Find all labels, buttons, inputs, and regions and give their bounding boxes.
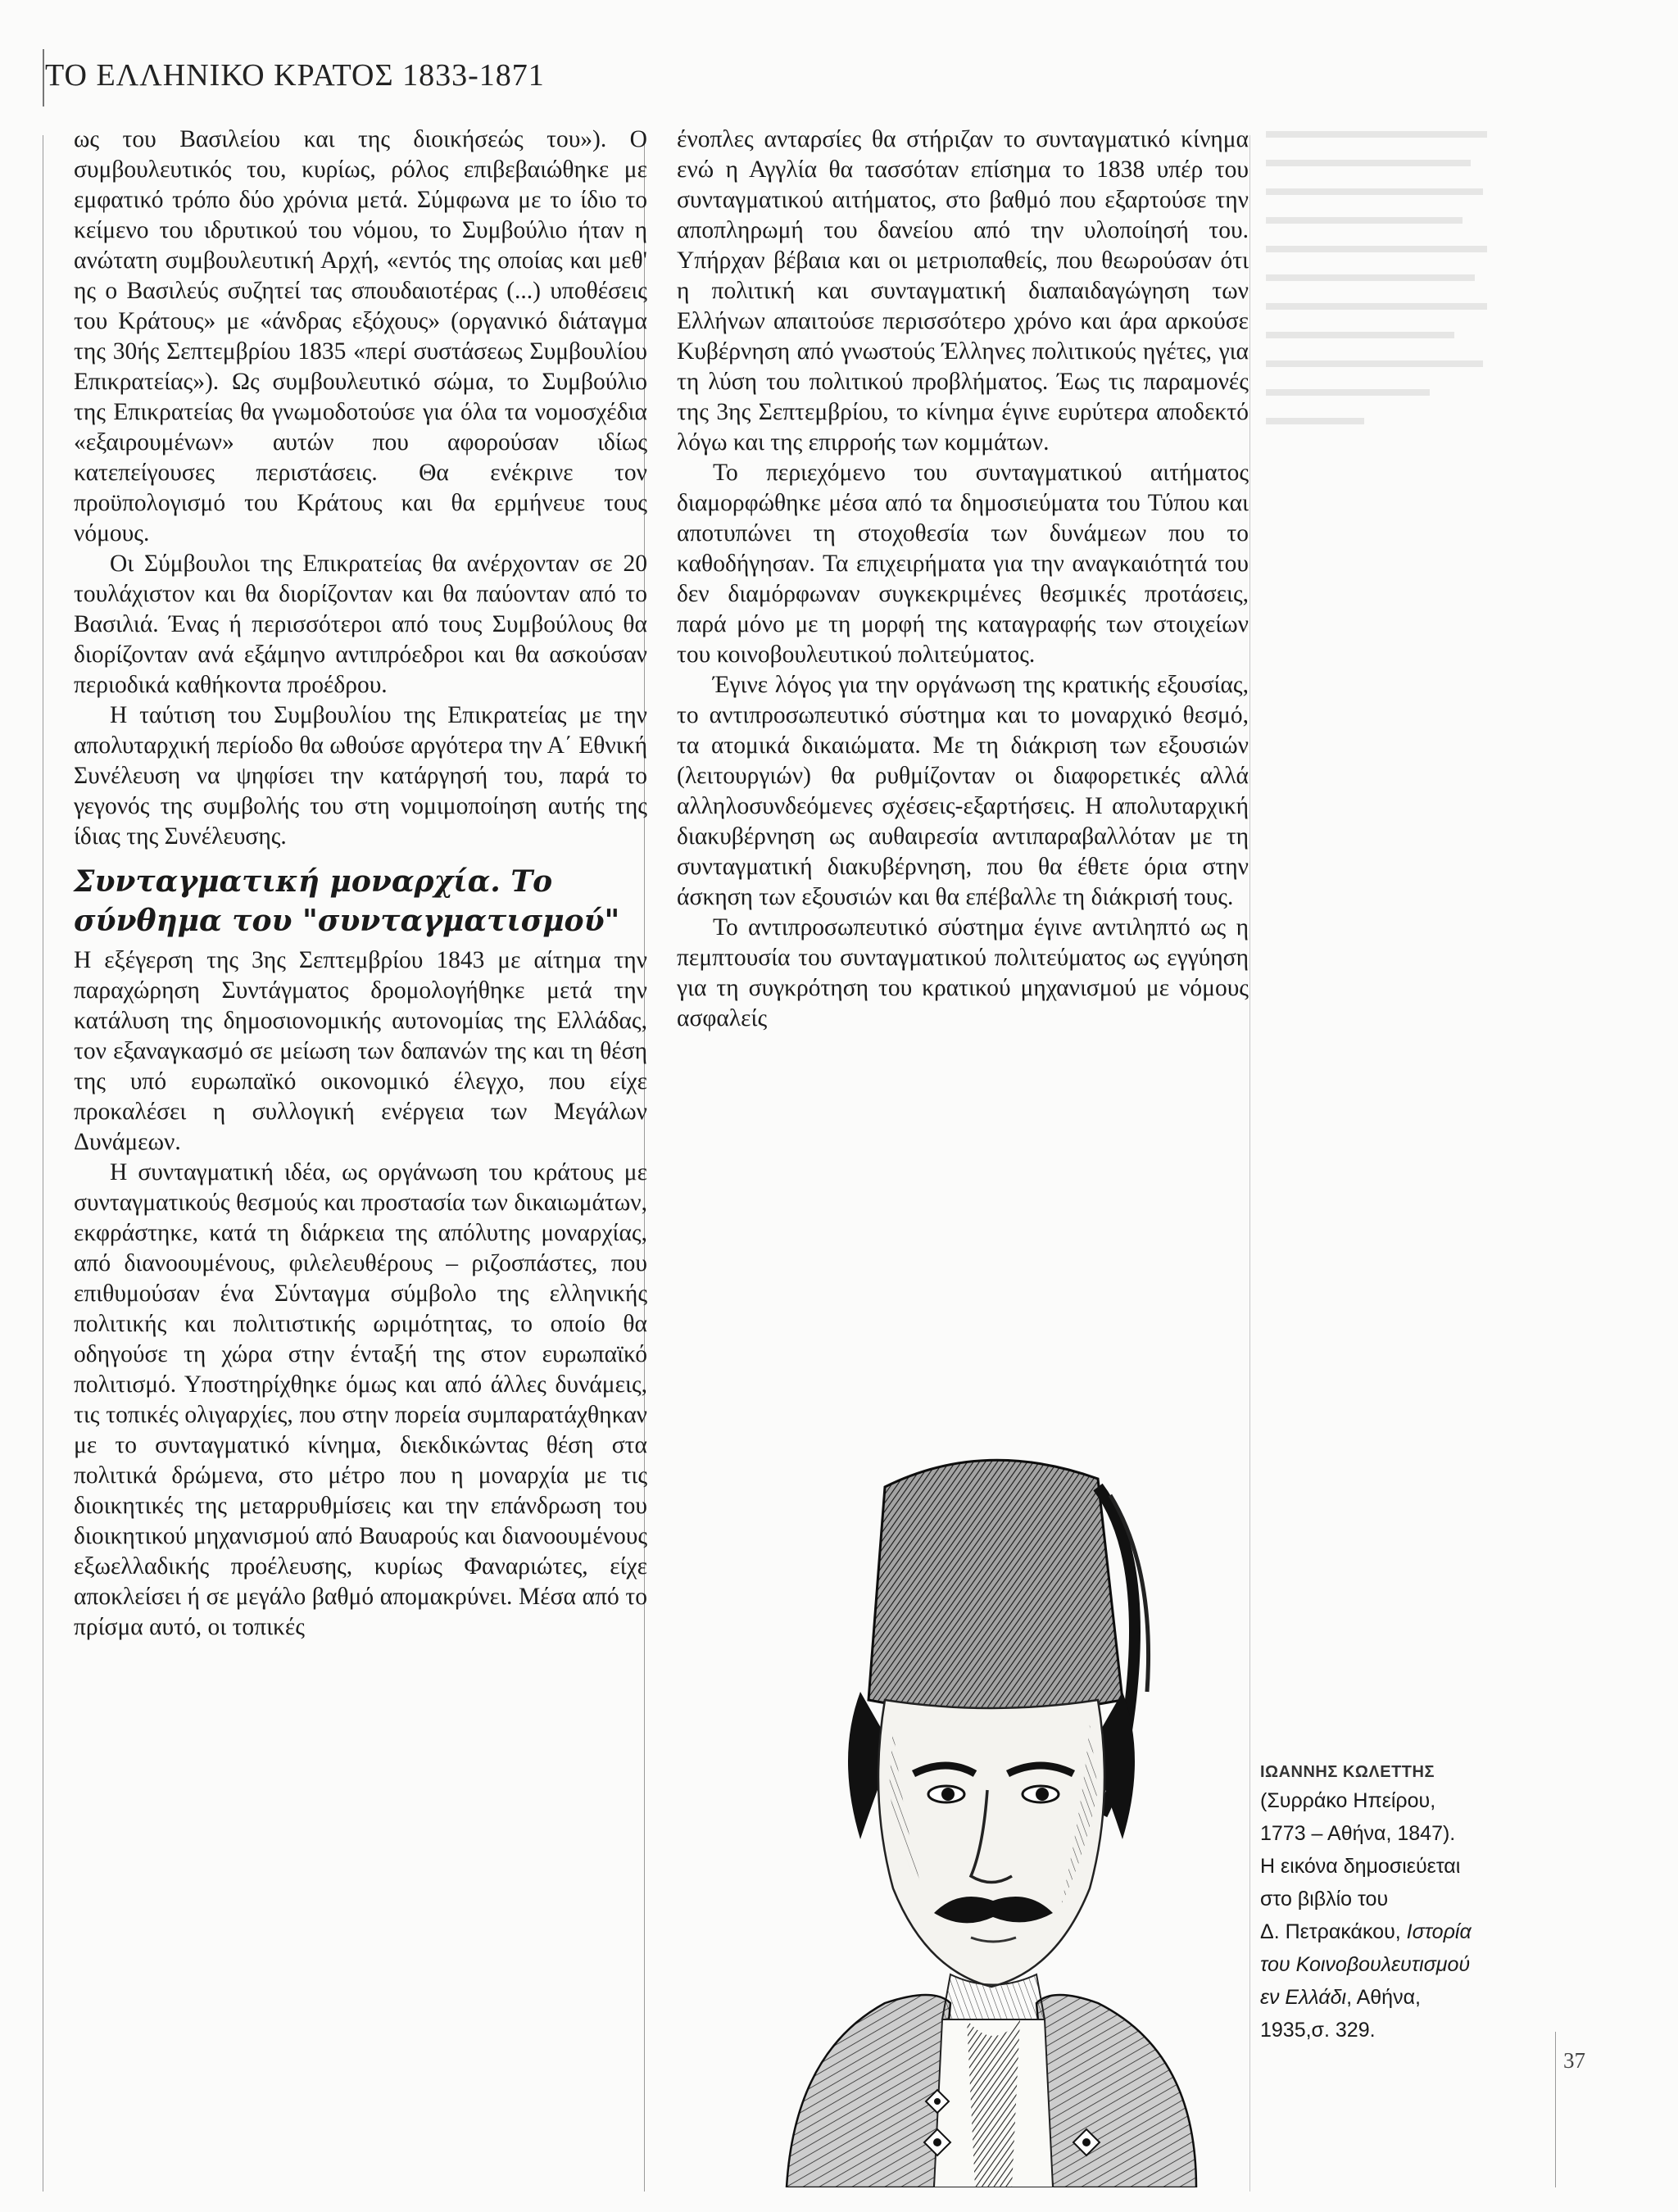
caption-line xyxy=(1260,1915,1506,1948)
portrait-illustration xyxy=(737,1430,1245,2187)
text-column-right xyxy=(677,125,1249,1034)
text-column-left xyxy=(74,125,647,1643)
show-through-texture xyxy=(1258,123,1503,500)
section-subheading: Συνταγματική μοναρχία. Το σύνθημα του "συνταγματισμού" xyxy=(74,864,620,938)
caption-book-title: του Κοινοβουλευτισμού xyxy=(1260,1953,1471,1976)
caption-line xyxy=(1260,1981,1506,2014)
paragraph: ένοπλες ανταρσίες θα στήριζαν το συνταγματικό κίνημα ενώ η Αγγλία θα τασσόταν επίσημα το 1838 υπέρ του συνταγματικού αιτήματος, στο βαθμό που εξαρτούσε την αποπληρωμή του δανείου από την υλοποίησή του. Υπήρχαν βέβαια και οι μετριοπαθείς, που θεωρούσαν ότι η πολιτική και συνταγματική διαπαιδαγώγηση των Ελλήνων απαιτούσε περισσότερο χρόνο και άρα αρκούσε Κυβέρνηση από γνωστούς Έλληνες πολιτικούς ηγέτες, για τη λύση του πολιτικού προβλήματος. Έως τις παραμονές της 3ης Σεπτεμβρίου, το κίνημα έγινε ευρύτερα αποδεκτό λόγω και της επιρροής των κομμάτων. xyxy=(677,126,1249,456)
caption-book-title: Ιστορία xyxy=(1406,1920,1472,1943)
right-column-divider xyxy=(1249,135,1250,2192)
portrait-caption xyxy=(1260,1760,1506,2047)
paragraph: Η ταύτιση του Συμβουλίου της Επικρατείας με την απολυταρχική περίοδο θα ωθούσε αργότερα την Α΄ Εθνική Συνέλευση να ψηφίσει την κατάργησή του, παρά το γεγονός της συμβολής του στη νομιμοποίηση αυτής της ίδιας της Συνέλευσης. xyxy=(74,702,647,850)
caption-line: Η εικόνα δημοσιεύεται xyxy=(1260,1855,1461,1878)
running-header: ΤΟ ΕΛΛΗΝΙΚΟ ΚΡΑΤΟΣ 1833-1871 xyxy=(45,58,545,93)
caption-line: 1935,σ. 329. xyxy=(1260,2019,1376,2042)
paragraph: Το αντιπροσωπευτικό σύστημα έγινε αντιληπτό ως η πεμπτουσία του συνταγματικού πολιτεύματος ως εγγύηση για τη συγκρότηση του κρατικού μηχανισμού με νόμους ασφαλείς xyxy=(677,914,1249,1031)
header-rule xyxy=(43,49,44,107)
caption-book-title: εν Ελλάδι xyxy=(1260,1986,1347,2009)
page-number-rule xyxy=(1555,2032,1556,2187)
caption-author: Δ. Πετρακάκου, xyxy=(1260,1920,1407,1943)
paragraph: Έγινε λόγος για την οργάνωση της κρατικής εξουσίας, το αντιπροσωπευτικό σύστημα και το μοναρχικό θεσμό, τα ατομικά δικαιώματα. Με τη διάκριση των εξουσιών (λειτουργιών) θα ρυθμίζονταν οι διαφορετικές αλλά αλληλοσυνδεόμενες σχέσεις-εξαρτήσεις. Η απολυταρχική διακυβέρνηση ως αυθαιρεσία αντιπαραβαλλόταν με τη συνταγματική διακυβέρνηση, που θα έθετε όρια στην άσκηση των εξουσιών και θα επέβαλλε τη διάκρισή τους. xyxy=(677,672,1249,910)
caption-line: στο βιβλίο του xyxy=(1260,1888,1389,1911)
paragraph: Το περιεχόμενο του συνταγματικού αιτήματος διαμορφώθηκε μέσα από τα δημοσιεύματα του Τύπου και αποτυπώνει τη στοχοθεσία των δυνάμεων που το καθοδήγησαν. Τα επιχειρήματα για την αναγκαιότητά του δεν διαμόρφωναν συγκεκριμένες θεσμικές προτάσεις, παρά μόνο με τη μορφή της καταγραφής των στοιχείων του κοινοβουλευτικού πολιτεύματος. xyxy=(677,460,1249,668)
caption-place: , Αθήνα, xyxy=(1346,1986,1421,2009)
paragraph: ως του Βασιλείου και της διοικήσεώς του»). Ο συμβουλευτικός του, κυρίως, ρόλος επιβεβαιώθηκε με εμφατικό τρόπο δύο χρόνια μετά. Σύμφωνα με το ίδιο το κείμενο του ιδρυτικού του νόμου, το Συμβούλιο ήταν η ανώτατη συμβουλευτική Αρχή, «εντός της οποίας και μεθ' ης ο Βασιλεύς συζητεί τας σπουδαιοτέρας (...) υποθέσεις του Κράτους» με «άνδρας εξόχους» (οργανικό διάταγμα της 30ής Σεπτεμβρίου 1835 «περί συστάσεως Συμβουλίου Επικρατείας»). Ως συμβουλευτικό σώμα, το Συμβούλιο της Επικρατείας θα γνωμοδοτούσε για όλα τα νομοσχέδια «εξαιρουμένων» αυτών που αφορούσαν ιδίως κατεπείγουσες περιστάσεις. Θα ενέκρινε τον προϋπολογισμό του Κράτους και θα ερμήνευε τους νόμους. xyxy=(74,126,647,546)
paragraph: Οι Σύμβουλοι της Επικρατείας θα ανέρχονταν σε 20 τουλάχιστον και θα διορίζονταν και θα παύονταν από το Βασιλιά. Ένας ή περισσότεροι από τους Συμβούλους θα διορίζονταν ανά εξάμηνο αντιπρόεδροι και θα ασκούσαν περιοδικά καθήκοντα προέδρου. xyxy=(74,551,647,698)
caption-line: (Συρράκο Ηπείρου, xyxy=(1260,1789,1436,1812)
paragraph: Η εξέγερση της 3ης Σεπτεμβρίου 1843 με αίτημα την παραχώρηση Συντάγματος δρομολογήθηκε μετά την κατάλυση της δημοσιονομικής αυτονομίας της Ελλάδας, τον εξαναγκασμό σε μείωση των δαπανών της και τη θέση της υπό ευρωπαϊκό οικονομικό έλεγχο, που είχε προκαλέσει η συλλογική ενέργεια των Μεγάλων Δυνάμεων. xyxy=(74,947,647,1155)
paragraph: Η συνταγματική ιδέα, ως οργάνωση του κράτους με συνταγματικούς θεσμούς και προστασία των δικαιωμάτων, εκφράστηκε, κατά τη διάρκεια της απόλυτης μοναρχίας, από διανοουμένους, φιλελευθέρους – ριζοσπάστες, που επιθυμούσαν ένα Σύνταγμα σύμβολο της ελληνικής πολιτικής και πολιτιστικής ωριμότητας, το οποίο θα οδηγούσε τη χώρα στην ένταξή της στον ευρωπαϊκό πολιτισμό. Υποστηρίχθηκε όμως και από άλλες δυνάμεις, τις τοπικές ολιγαρχίες, που στην πορεία συμπαρατάχθηκαν με το συνταγματικό κίνημα, διεκδικώντας θέση στα πολιτικά δρώμενα, στο μέτρο που η μοναρχία με τις διοικητικές της μεταρρυθμίσεις και την επάνδρωση του διοικητικού μηχανισμού από Βαυαρούς και διανοουμένους εξωελλαδικής προέλευσης, κυρίως Φαναριώτες, είχε αποκλείσει ή σε μεγάλο βαθμό απομακρύνει. Μέσα από το πρίσμα αυτό, οι τοπικές xyxy=(74,1159,647,1640)
page-number: 37 xyxy=(1563,2048,1585,2073)
caption-name: ΙΩΑΝΝΗΣ ΚΩΛΕΤΤΗΣ xyxy=(1260,1763,1435,1781)
caption-line: 1773 – Αθήνα, 1847). xyxy=(1260,1822,1456,1845)
